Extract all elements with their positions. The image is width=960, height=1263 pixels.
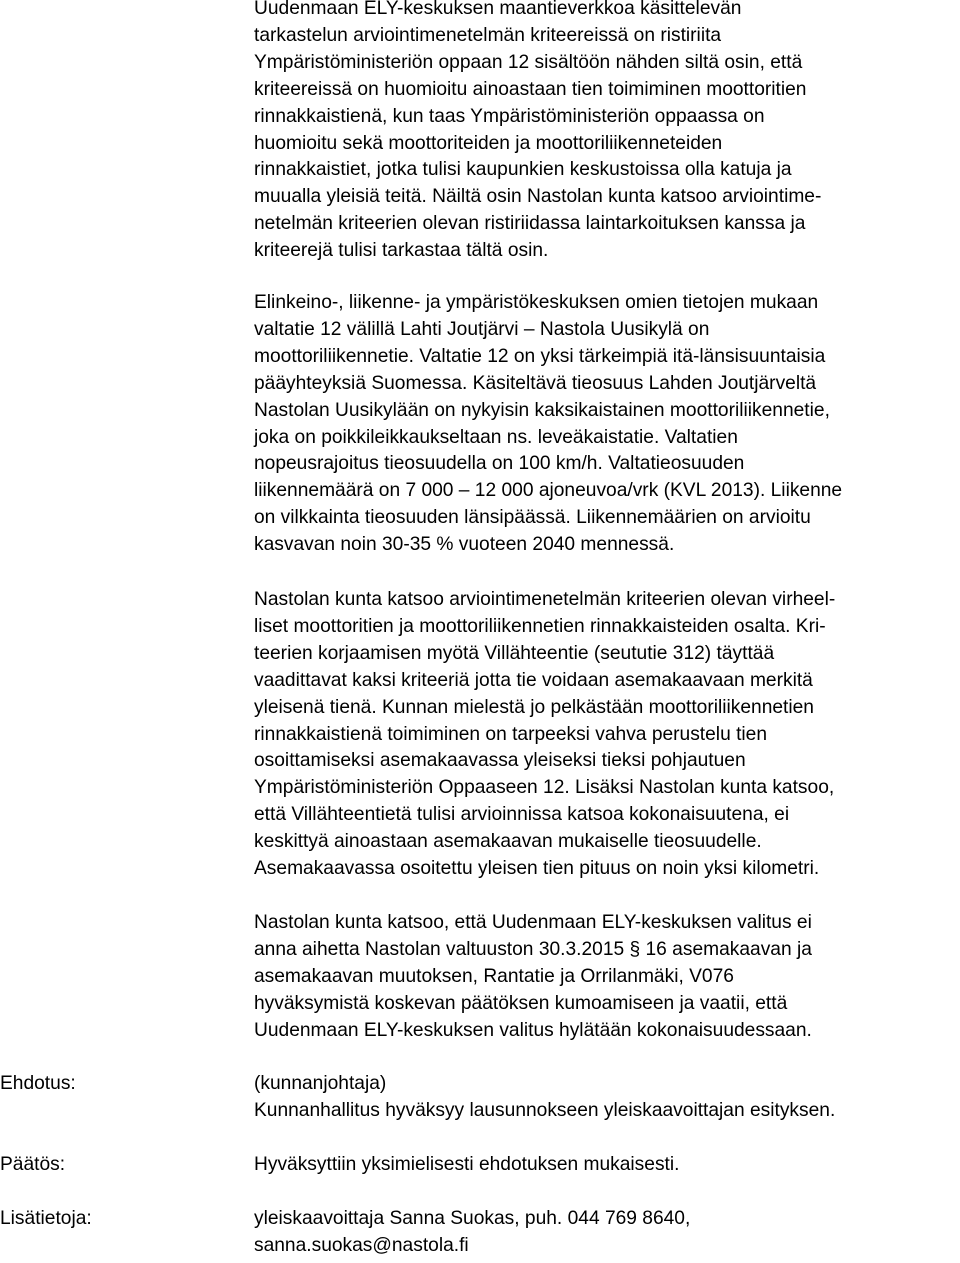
text-line: on vilkkainta tieosuuden länsipäässä. Liikennemäärien on arvioitu	[254, 507, 811, 529]
paragraph-conclusion	[254, 910, 960, 1045]
text-line: Ympäristöministeriön oppaan 12 sisältöön nähden siltä osin, että	[254, 51, 803, 73]
text-line: vaadittavat kaksi kriteeriä jotta tie voidaan asemakaavaan merkitä	[254, 669, 813, 691]
text-line: muualla yleisiä teitä. Näiltä osin Nastolan kunta katsoo arviointime-	[254, 186, 822, 208]
paragraph-criteria-conflict	[254, 0, 960, 265]
text-line: liikennemäärä on 7 000 – 12 000 ajoneuvoa/vrk (KVL 2013). Liikenne	[254, 480, 843, 502]
proposal-label: Ehdotus:	[0, 1073, 76, 1094]
text-line: rinnakkaistiet, jotka tulisi kaupunkien keskustoissa olla katuja ja	[254, 159, 792, 181]
text-line: Elinkeino-, liikenne- ja ympäristökeskuksen omien tietojen mukaan	[254, 292, 819, 313]
text-line: Uudenmaan ELY-keskuksen valitus hylätään kokonaisuudessaan.	[254, 1019, 812, 1041]
decision-label: Päätös:	[0, 1154, 66, 1175]
text-line: (kunnanjohtaja)	[254, 1073, 387, 1094]
text-line: rinnakkaistienä toimiminen on tarpeeksi vahva perustelu tien	[254, 723, 768, 745]
text-line: Uudenmaan ELY-keskuksen maantieverkkoa käsittelevän	[254, 0, 742, 19]
text-line: nopeusrajoitus tieosuudella on 100 km/h. Valtatieosuuden	[254, 453, 745, 475]
text-line: rinnakkaistienä, kun taas Ympäristöministeriön oppaassa on	[254, 105, 765, 127]
text-line: teerien korjaamisen myötä Villähteentie (seututie 312) täyttää	[254, 642, 775, 664]
text-line: Nastolan kunta katsoo, että Uudenmaan ELY-keskuksen valitus ei	[254, 912, 812, 933]
decision-text	[254, 1152, 960, 1179]
text-line: joka on poikkileikkaukseltaan ns. leveäkaistatie. Valtatien	[254, 426, 738, 448]
text-line: keskittyä ainoastaan asemakaavan mukaiselle tieosuudelle.	[254, 831, 762, 853]
text-line: anna aihetta Nastolan valtuuston 30.3.2015 § 16 asemakaavan ja	[254, 938, 812, 960]
text-line: Kunnanhallitus hyväksyy lausunnokseen yleiskaavoittajan esityksen.	[254, 1099, 836, 1121]
proposal-text	[254, 1071, 960, 1125]
text-line: Hyväksyttiin yksimielisesti ehdotuksen mukaisesti.	[254, 1154, 680, 1175]
text-line: Ympäristöministeriön Oppaaseen 12. Lisäksi Nastolan kunta katsoo,	[254, 777, 835, 799]
text-line: osoittamiseksi asemakaavassa yleiseksi tieksi pohjautuen	[254, 750, 746, 772]
text-line: hyväksymistä koskevan päätöksen kumoamiseen ja vaatii, että	[254, 992, 788, 1014]
text-line: Asemakaavassa osoitettu yleisen tien pituus on noin yksi kilometri.	[254, 858, 820, 880]
text-line: pääyhteyksiä Suomessa. Käsiteltävä tieosuus Lahden Joutjärveltä	[254, 372, 817, 394]
text-line: valtatie 12 välillä Lahti Joutjärvi – Nastola Uusikylä on	[254, 318, 710, 340]
more-info-text	[254, 1206, 960, 1260]
text-line: Nastolan kunta katsoo arviointimenetelmän kriteerien olevan virheel-	[254, 589, 836, 610]
text-line: Nastolan Uusikylään on nykyisin kaksikaistainen moottoriliikennetie,	[254, 399, 830, 421]
text-line: yleisenä tienä. Kunnan mielestä jo pelkästään moottoriliikennetien	[254, 696, 814, 718]
text-line: huomioitu sekä moottoriteiden ja moottoriliikenneteiden	[254, 132, 723, 154]
text-line: netelmän kriteerien olevan ristiriidassa laintarkoituksen kanssa ja	[254, 213, 806, 235]
paragraph-ely-traffic-info	[254, 290, 960, 559]
contact-email: sanna.suokas@nastola.fi	[254, 1234, 469, 1256]
text-line: liset moottoritien ja moottoriliikennetien rinnakkaisteiden osalta. Kri-	[254, 615, 826, 637]
text-line: asemakaavan muutoksen, Rantatie ja Orrilanmäki, V076	[254, 965, 734, 987]
text-line: kriteereissä on huomioitu ainoastaan tien toimiminen moottoritien	[254, 78, 807, 100]
text-line: tarkastelun arviointimenetelmän kriteereissä on ristiriita	[254, 24, 722, 46]
paragraph-criteria-faulty	[254, 587, 960, 883]
more-info-label: Lisätietoja:	[0, 1208, 92, 1229]
text-line: moottoriliikennetie. Valtatie 12 on yksi tärkeimpiä itä-länsisuuntaisia	[254, 345, 826, 367]
text-line: kasvavan noin 30-35 % vuoteen 2040 mennessä.	[254, 534, 675, 556]
contact-line: yleiskaavoittaja Sanna Suokas, puh. 044 769 8640,	[254, 1208, 691, 1229]
text-line: kriteerejä tulisi tarkastaa tältä osin.	[254, 240, 549, 262]
text-line: että Villähteentietä tulisi arvioinnissa katsoa kokonaisuutena, ei	[254, 804, 790, 826]
